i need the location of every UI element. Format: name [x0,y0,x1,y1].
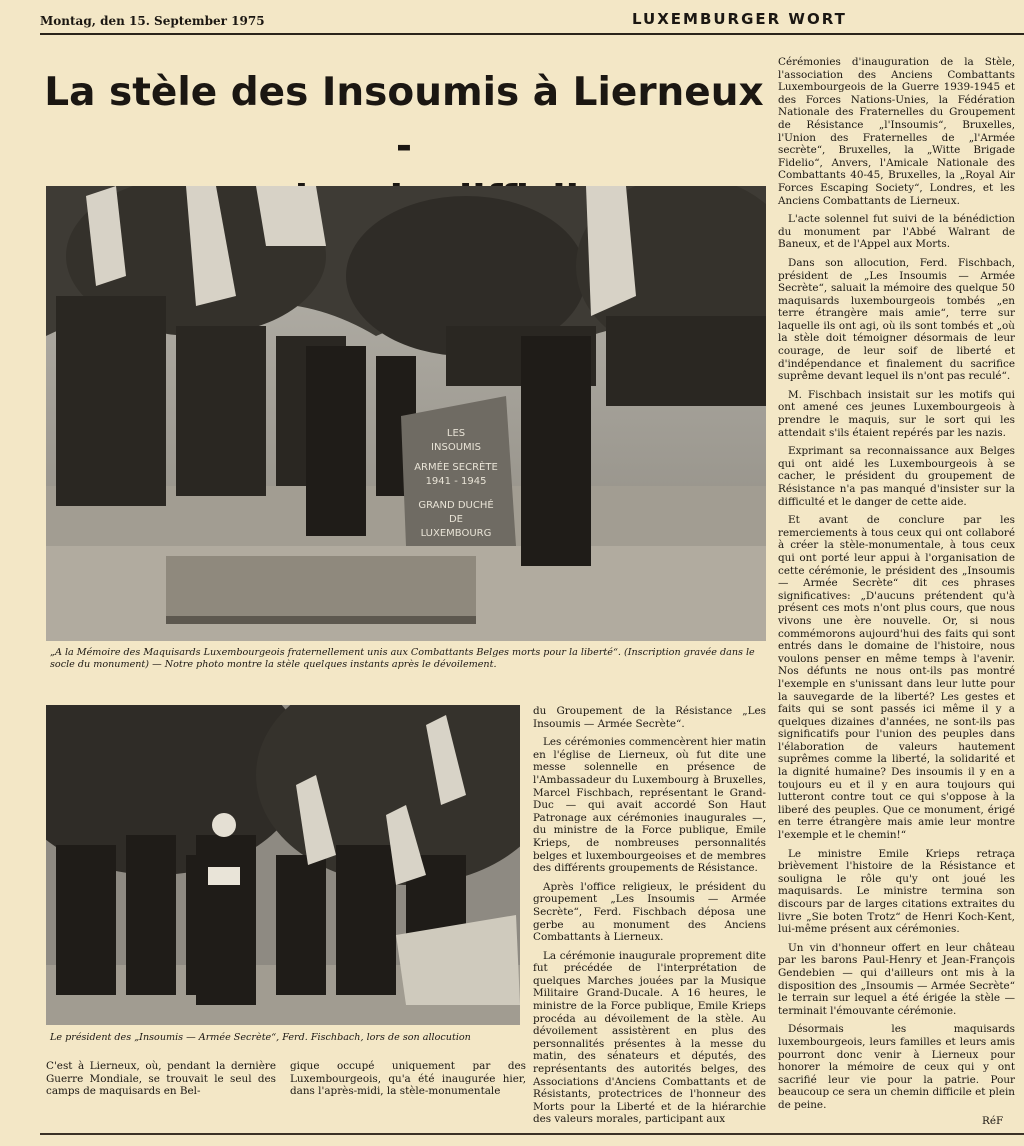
paragraph: du Groupement de la Résistance „Les Insoumis — Armée Secrète“. [533,705,766,730]
paragraph: Cérémonies d'inauguration de la Stèle, l'association des Anciens Combattants Luxembourgeois de la Guerre 1939-1945 et des Forces Nations-Unies, la Fédération Nationale des Fraternelles du Groupement de Résistance „l'Insoumis“, Bruxelles, l'Union des Fraternelles de „l'Armée secrète“, Bruxelles, la „Witte Brigade Fidelio“, Anvers, l'Amicale Nationale des Combattants 40-45, Bruxelles, la „Royal Air Forces Escaping Society“, Londres, et les Anciens Combattants de Lierneux. [778,56,1015,207]
paragraph: Après l'office religieux, le président du groupement „Les Insoumis — Armée Secrète“, Ferd. Fischbach déposa une gerbe au monument des Anciens Combattants à Lierneux. [533,880,766,944]
paragraph: Le ministre Emile Krieps retraça brièvement l'histoire de la Résistance et souligna le rôle qu'y ont joué les maquisards. Le ministre termina son discours par de larges citations extraites du livre „Sie boten Trotz“ de Henri Koch-Kent, lui-même présent aux cérémonies. [778,847,1015,936]
stele-line: ARMÉE SECRÈTE [414,462,498,473]
paragraph: La cérémonie inaugurale proprement dite fut précédée de l'interprétation de quelques Marches jouées par la Musique Militaire Grand-Ducale. A 16 heures, le ministre de la Force publique, Emile Krieps procéda au dévoilement de la stèle. Au dévoilement assistèrent en plus des personnalités présentes à la messe du matin, des sénateurs et députés, des représentants des autorités belges, des Associations d'Anciens Combattants et de Résistants, protectrices de l'honneur des Morts pour la Liberté et de la hiérarchie des valeurs morales, participant aux [533,949,766,1126]
stele-line: INSOUMIS [431,442,481,453]
article-right-column [778,56,1015,1118]
paragraph: Les cérémonies commencèrent hier matin en l'église de Lierneux, où fut dite une messe solennelle en présence de l'Ambassadeur du Luxembourg à Bruxelles, Marcel Fischbach, représentant le Grand-Duc — qui avait accordé Son Haut Patronage aux cérémonies inaugurales —, du ministre de la Force publique, Emile Krieps, de nombreuses personnalités belges et luxembourgeoises et de membres des différents groupements de Résistance. [533,736,766,875]
paragraph: M. Fischbach insistait sur les motifs qui ont amené ces jeunes Luxembourgeois à prendre le maquis, sur le sort qui les attendait s'ils étaient repérés par les nazis. [778,388,1015,439]
article-intro-column-2: gique occupé uniquement par des Luxembourgeois, qu'a été inaugurée hier, dans l'après-midi, la stèle-monumentale [290,1060,526,1098]
stele-line: GRAND DUCHÉ [418,500,494,511]
header-rule [40,33,1024,35]
article-middle-column [533,705,766,1132]
stele-line: 1941 - 1945 [425,476,487,487]
stele-line: LES [446,428,466,439]
stele-line: DE [448,514,464,525]
issue-date: Montag, den 15. September 1975 [40,14,265,28]
footer-rule [40,1133,1024,1135]
paragraph: Désormais les maquisards luxembourgeois, leurs familles et leurs amis pourront donc venir à Lierneux pour honorer la mémoire de ceux qui y ont sacrifié leur vie pour la patrie. Pour beaucoup ce sera un chemin difficile et plein de peine. [778,1023,1015,1111]
photo-caption: „A la Mémoire des Maquisards Luxembourgeois fraternellement unis aux Combattants Belges morts pour la liberté“. (Inscription gravée dans le socle du monument) — Notre photo montre la stèle quelques instants après le dévoilement. [50,647,755,670]
paragraph: L'acte solennel fut suivi de la bénédiction du monument par l'Abbé Walrant de Baneux, et de l'Appel aux Morts. [778,213,1015,251]
photo-president-speech [46,705,520,1025]
photo-speech-image [46,705,520,1025]
headline-line-1: La stèle des Insoumis à Lierneux - [44,70,764,169]
photo-stele-unveiling [46,186,766,641]
stele-line: LUXEMBOURG [420,528,492,539]
author-signature: RéF [982,1115,1004,1127]
photo-stele-image [46,186,766,641]
paragraph: Et avant de conclure par les remerciements à tous ceux qui ont collaboré à créer la stèle-monumentale, à tous ceux qui ont porté leur appui à l'organisation de cette cérémonie, le président des „Insoumis — Armée Secrète“ dit ces phrases significatives: „D'aucuns prétendent qu'à présent ces mots n'ont plus cours, que nous vivons une ère nouvelle. Or, si nous commémorons aujourd'hui des faits qui sont entrés dans le domaine de l'histoire, nous voulons penser en même temps à l'avenir. Nos défunts ne nous ont-ils pas montré l'exemple en s'unissant dans leur lutte pour la sauvegarde de la liberté? Les gestes et faits qui se sont passés ici même il y a quelques dizaines d'années, ne sont-ils pas significatifs pour l'union des peuples dans l'élaboration de valeurs hautement suprêmes comme la liberté, la solidarité et la dignité humaine? Des insoumis il y en a toujours eu et il y en aura toujours qui lutteront contre tout ce qui s'oppose à la liberé des peuples. Que ce monument, érigé en terre étrangère mais amie leur montre l'exemple et le chemin!“ [778,514,1015,842]
paragraph: Un vin d'honneur offert en leur château par les barons Paul-Henry et Jean-François Gendebien — qui d'ailleurs ont mis à la disposition des „Insoumis — Armée Secrète“ le terrain sur lequel a été érigée la stèle — terminait l'émouvante cérémonie. [778,941,1015,1017]
article-intro-column-1: C'est à Lierneux, où, pendant la dernière Guerre Mondiale, se trouvait le seul des camps de maquisards en Bel- [46,1060,276,1098]
photo-caption: Le président des „Insoumis — Armée Secrète“, Ferd. Fischbach, lors de son allocution [50,1032,471,1043]
paragraph: Exprimant sa reconnaissance aux Belges qui ont aidé les Luxembourgeois à se cacher, le président du groupement de Résistance n'a pas manqué d'insister sur la difficulté et le danger de cette aide. [778,445,1015,508]
newspaper-name: LUXEMBURGER WORT [632,10,847,28]
paragraph: Dans son allocution, Ferd. Fischbach, président de „Les Insoumis — Armée Secrète“, saluait la mémoire des quelque 50 maquisards luxembourgeois tombés „en terre étrangère mais amie“, terre sur laquelle ils ont agi, où ils sont tombés et „où la stèle doit témoigner désormais de leur courage, de leur soif de liberté et d'indépendance et finalement du sacrifice suprême devant lequel ils n'ont pas reculé“. [778,256,1015,383]
